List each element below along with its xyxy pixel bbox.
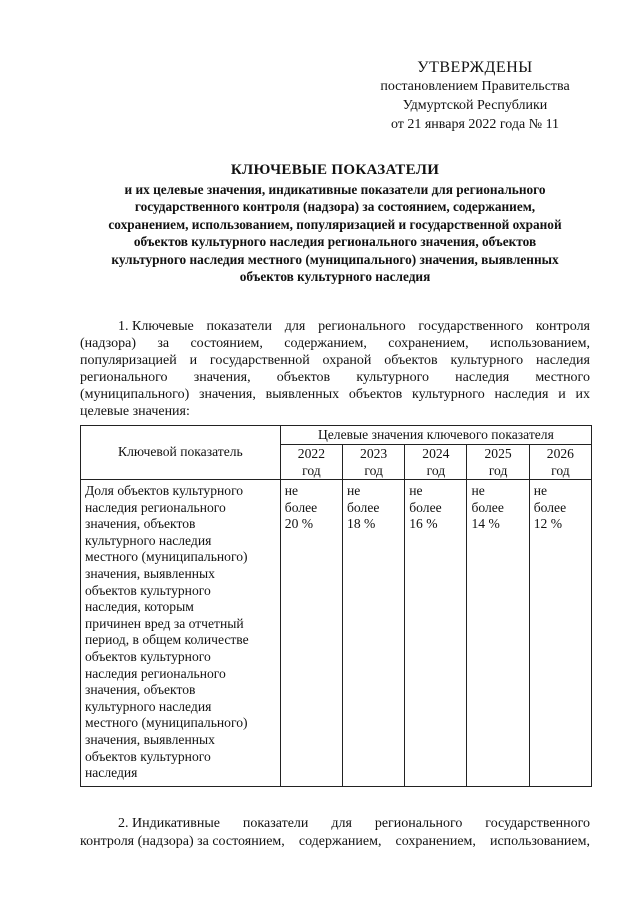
word: охраной: [322, 353, 372, 368]
header-targets: Целевые значения ключевого показателя: [280, 426, 591, 445]
word: значения,: [199, 387, 256, 402]
table-header-row: [81, 426, 592, 445]
header-indicator: Ключевой показатель: [81, 426, 281, 480]
paragraph-line: [80, 335, 590, 352]
heading-line: культурного наследия местного (муниципального) значения, выявленных: [111, 251, 559, 267]
word: за: [157, 336, 170, 351]
word: объектов: [348, 387, 403, 402]
word: государственного: [418, 319, 524, 334]
word: регионального: [80, 370, 168, 385]
word: культурного: [450, 353, 524, 368]
word: местного: [535, 370, 590, 385]
document-heading: [75, 160, 595, 285]
word: содержанием,: [298, 834, 382, 849]
approval-line: постановлением Правительства: [380, 79, 570, 94]
word: выявленных: [265, 387, 340, 402]
word: их: [575, 387, 590, 402]
paragraph-line: [80, 403, 590, 420]
heading-line: государственного контроля (надзора) за состоянием, содержанием,: [134, 199, 536, 215]
word: показатели: [242, 816, 309, 831]
word: содержанием,: [284, 336, 367, 351]
table-row: [81, 480, 592, 787]
target-value-2023: не более 18 %: [343, 480, 405, 787]
year-header: 2023 год: [343, 445, 405, 480]
word: наследия: [494, 387, 549, 402]
target-value-2026: не более 12 %: [529, 480, 591, 787]
approval-line: Удмуртской Республики: [402, 98, 548, 113]
word: целевые значения:: [80, 404, 190, 419]
paragraph-line: [80, 352, 590, 369]
word: значения,: [193, 370, 251, 385]
year-header: 2022 год: [280, 445, 342, 480]
approval-title: УТВЕРЖДЕНЫ: [417, 59, 533, 76]
paragraph-line: [80, 833, 590, 851]
year-header: 2026 год: [529, 445, 591, 480]
word: сохранением,: [395, 834, 476, 849]
heading-line: объектов культурного наследия: [239, 269, 431, 285]
word: наследия: [535, 353, 590, 368]
word: 1. Ключевые: [118, 319, 194, 334]
word: сохранением,: [388, 336, 469, 351]
word: (муниципального): [80, 387, 190, 402]
word: использованием,: [489, 336, 590, 351]
word: государственной: [209, 353, 310, 368]
paragraph-line: [80, 369, 590, 386]
word: культурного: [356, 370, 429, 385]
word: объектов: [276, 370, 331, 385]
target-value-2024: не более 16 %: [405, 480, 467, 787]
target-value-2025: не более 14 %: [467, 480, 529, 787]
approval-date: от 21 января 2022 года № 11: [390, 117, 560, 132]
word: для: [284, 319, 306, 334]
word: и: [558, 387, 566, 402]
heading-line: и их целевые значения, индикативные показатели для регионального: [124, 182, 546, 197]
paragraph-1: [80, 318, 590, 420]
paragraph-2: [80, 815, 590, 851]
word: объектов: [384, 353, 438, 368]
target-value-2022: не более 20 %: [280, 480, 342, 787]
paragraph-line: [80, 815, 590, 833]
indicator-cell: Доля объектов культурного наследия регионального значения, объектов культурного наследия местного (муниципального) значения, выявленных объектов культурного наследия, которым причинен вред за отчетный период, в общем количестве объектов культурного наследия регионального значения, объектов культурного наследия местного (муниципального) значения, выявленных объектов культурного наследия: [81, 480, 281, 787]
year-header: 2024 год: [405, 445, 467, 480]
word: контроля: [535, 319, 590, 334]
word: показатели: [206, 319, 273, 334]
word: (надзора): [80, 336, 136, 351]
word: и: [189, 353, 198, 368]
word: культурного: [412, 387, 485, 402]
word: популяризацией: [80, 353, 177, 368]
word: для: [331, 816, 352, 831]
word: состоянием,: [190, 336, 263, 351]
paragraph-line: [80, 386, 590, 403]
paragraph-line: [80, 318, 590, 335]
word: регионального: [318, 319, 406, 334]
approval-block: [360, 58, 590, 134]
word: использованием,: [489, 834, 590, 849]
year-header: 2025 год: [467, 445, 529, 480]
heading-line: объектов культурного наследия регионального значения, объектов: [133, 234, 537, 250]
word: регионального: [374, 816, 463, 831]
heading-line: сохранением, использованием, популяризацией и государственной охраной: [108, 216, 562, 232]
word: государственного: [485, 816, 590, 831]
heading-main: КЛЮЧЕВЫЕ ПОКАЗАТЕЛИ: [230, 162, 440, 178]
kpi-table: [80, 425, 592, 787]
word: 2. Индикативные: [118, 816, 220, 831]
word: контроля (надзора) за состоянием,: [80, 834, 285, 849]
word: наследия: [455, 370, 510, 385]
